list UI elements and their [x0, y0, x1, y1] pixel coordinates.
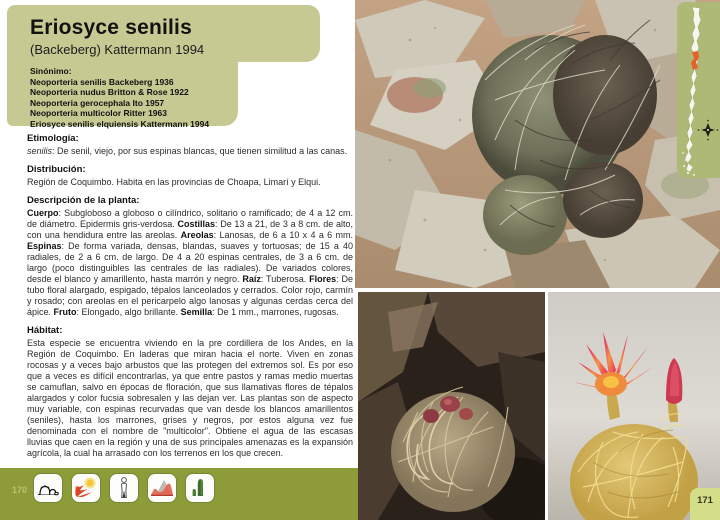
- human-scale-icon: [109, 473, 139, 503]
- synonym-item: Neoporteria senilis Backeberg 1936: [30, 77, 174, 87]
- right-page-number-tab: [690, 488, 720, 520]
- habitat-photo-illustration: [355, 0, 720, 288]
- distribution-section: [27, 164, 353, 188]
- synonym-item: Neoporteria gerocephala Ito 1957: [30, 97, 165, 108]
- habitat-heading: Hábitat:: [27, 325, 63, 336]
- chile-silhouette: [685, 7, 701, 172]
- distribution-heading: Distribución:: [27, 164, 86, 175]
- page-subtitle: (Backeberg) Kattermann 1994: [30, 42, 205, 57]
- text-column: [27, 133, 353, 466]
- chile-map-illustration: [677, 2, 720, 178]
- fruits-photo-illustration: [358, 292, 545, 520]
- footer-bar: [0, 468, 358, 520]
- photo-habitat-cacti-in-rocks: [355, 0, 720, 288]
- photo-cactus-with-fruits: [358, 292, 545, 520]
- synonyms-label: Sinónimo:: [30, 66, 72, 76]
- description-heading: Descripción de la planta:: [27, 195, 140, 206]
- synonym-item: Eriosyce senilis elquiensis Kattermann 1994: [30, 118, 210, 129]
- photo-flowering-cactus: [548, 292, 720, 520]
- description-paragraph: Cuerpo: Subgloboso a globoso o cilíndrico, solitario o ramificado; de 4 a 12 cm. de diámetro. Epidermis gris-verdosa. Costillas: De 13 a 21, de 3 a 8 cm. de alto, con una hendidura entre las areolas. Areolas: Lanosas, de 6 a 10 x 4 a 6 mm. Espinas: De forma variada, densas, blandas, suaves y tortuosas; de 15 a 40 radiales, de 2 a 6 cm. de largo. De 4 a 20 espinas centrales, de 3 a 6 cm. de largo (poco distinguibles las centrales de las radiales). De variados colores, desde el blanco y amarillento, hasta marrón y negro. Raíz: Tuberosa. Flores: De tubo floral alargado, espigado, tépalos lanceolados y cerrados. Color rojo, carmín y rosado; con areolas en el pericarpelo algo lanosas y algunas cerdas cerca del ápice. Fruto: Elongado, algo brillante. Semilla: De 1 mm., marrones, rugosas.: [27, 208, 354, 317]
- right-page-number: 171: [697, 495, 713, 506]
- sun-exposure-icon: [71, 473, 101, 503]
- pictogram-row: [33, 473, 215, 503]
- description-section: [27, 195, 353, 318]
- page-title: Eriosyce senilis: [30, 16, 192, 39]
- synonyms-block: [7, 62, 238, 129]
- etymology-section: [27, 133, 353, 157]
- species-header: [7, 5, 320, 62]
- globular-cacti-icon: [33, 473, 63, 503]
- chile-distribution-map: [677, 2, 720, 178]
- synonyms-list: [30, 77, 238, 129]
- habitat-section: [27, 325, 353, 459]
- synonym-item: Neoporteria multicolor Ritter 1963: [30, 108, 167, 119]
- columnar-cacti-icon: [185, 473, 215, 503]
- etymology-text: senilis: De senil, viejo, por sus espinas blancas, que tienen similitud a las canas.: [27, 146, 348, 156]
- distribution-text: Región de Coquimbo. Habita en las provincias de Choapa, Limarí y Elqui.: [27, 177, 321, 187]
- synonym-item: Neoporteria nudus Britton & Rose 1922: [30, 87, 189, 98]
- altitude-profile-icon: [147, 473, 177, 503]
- left-page-number: 170: [12, 485, 28, 495]
- etymology-term: senilis: [27, 146, 53, 156]
- habitat-text: Esta especie se encuentra viviendo en la pre cordillera de los Andes, en la Región de Coquimbo. En laderas que miran hacia el norte. Viven en zonas rocosas y a veces bajo arbustos que las protegen del extremos sol. Es por eso que a veces es difícil encontrarlas, ya que entre pastos y ramas medio muertas se camuflan, salvo en épocas de floración, que sus llamativas flores de tépalos alargados y color fucsia sobresalen y las dejan ver. Las plantas son de aspecto muy variable, con espinas recurvadas que van desde los blancos amarillentos (seniles), hasta los marrones, grises y negros, por estos alguna vez fue denominada con el nombre de "multicolor". Obtiene el agua de las escasas lluvias que caen en la región y una de sus principales amenazas es la expansión agrícola, la cual ha arrasado con los terrenos en los que crecen.: [27, 338, 353, 458]
- etymology-heading: Etimología:: [27, 133, 79, 144]
- compass-rose-icon: [698, 120, 719, 141]
- flower-photo-illustration: [548, 292, 720, 520]
